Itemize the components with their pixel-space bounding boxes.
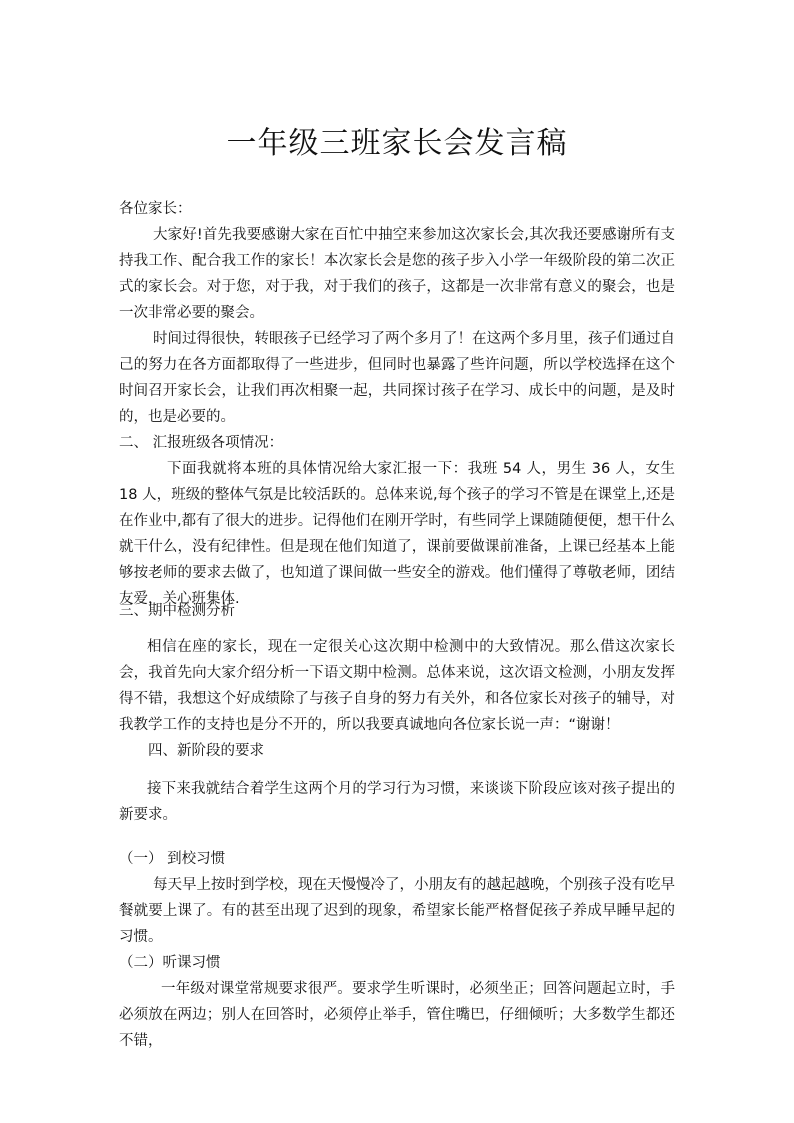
paragraph-midterm: 相信在座的家长，现在一定很关心这次期中检测中的大致情况。那么借这次家长会，我首先向大家介绍分析一下语文期中检测。总体来说，这次语文检测，小朋友发挥得不错，我想这个好成绩除了与孩子自身的努力有关外，和各位家长对孩子的辅导，对我教学工作的支持也是分不开的，所以我要真诚地向各位家长说一声：“谢谢！ bbox=[119, 639, 675, 733]
paragraph-listening-habit: 一年级对课堂常规要求很严。要求学生听课时，必须坐正；回答问题起立时，手必须放在两边；别人在回答时，必须停止举手，管住嘴巴，仔细倾听；大多数学生都还不错， bbox=[119, 981, 675, 1049]
paragraph-new-requirements: 接下来我就结合着学生这两个月的学习行为习惯，来谈谈下阶段应该对孩子提出的新要求。 bbox=[119, 781, 675, 823]
document-title: 一年级三班家长会发言稿 bbox=[226, 126, 568, 161]
subheading-listening-habit: （二）听课习惯 bbox=[119, 955, 221, 971]
paragraph-arrival-habit: 每天早上按时到学校，现在天慢慢冷了，小朋友有的越起越晚，个别孩子没有吃早餐就要上课了。有的甚至出现了迟到的现象，希望家长能严格督促孩子养成早睡早起的习惯。 bbox=[119, 877, 675, 945]
paragraph-class-report: 下面我就将本班的具体情况给大家汇报一下：我班 54 人，男生 36 人，女生 18 人，班级的整体气氛是比较活跃的。总体来说,每个孩子的学习不管是在课堂上,还是在作业中,都有了很大的进步。记得他们在刚开学时，有些同学上课随随便便，想干什么就干什么，没有纪律性。但是现在他们知道了，课前要做课前准备，上课已经基本上能够按老师的要求去做了，也知道了课间做一些安全的游戏。他们懂得了尊敬老师，团结友爱，关心班集体. bbox=[119, 461, 675, 607]
section-heading-new-requirements: 四、新阶段的要求 bbox=[148, 743, 264, 759]
section-heading-midterm: 三、期中检测分析 bbox=[119, 603, 235, 619]
paragraph-time: 时间过得很快，转眼孩子已经学习了两个多月了！在这两个多月里，孩子们通过自己的努力在各方面都取得了一些进步，但同时也暴露了些许问题，所以学校选择在这个时间召开家长会，让我们再次相聚一起，共同探讨孩子在学习、成长中的问题，是及时的，也是必要的。 bbox=[119, 331, 675, 425]
section-heading-class-report: 二、 汇报班级各项情况： bbox=[119, 435, 284, 451]
salutation: 各位家长： bbox=[119, 201, 192, 217]
subheading-arrival-habit: （一） 到校习惯 bbox=[119, 851, 226, 867]
paragraph-opening: 大家好!首先我要感谢大家在百忙中抽空来参加这次家长会,其次我还要感谢所有支持我工作、配合我工作的家长！本次家长会是您的孩子步入小学一年级阶段的第二次正式的家长会。对于您，对于我，对于我们的孩子，这都是一次非常有意义的聚会，也是一次非常必要的聚会。 bbox=[119, 227, 675, 321]
